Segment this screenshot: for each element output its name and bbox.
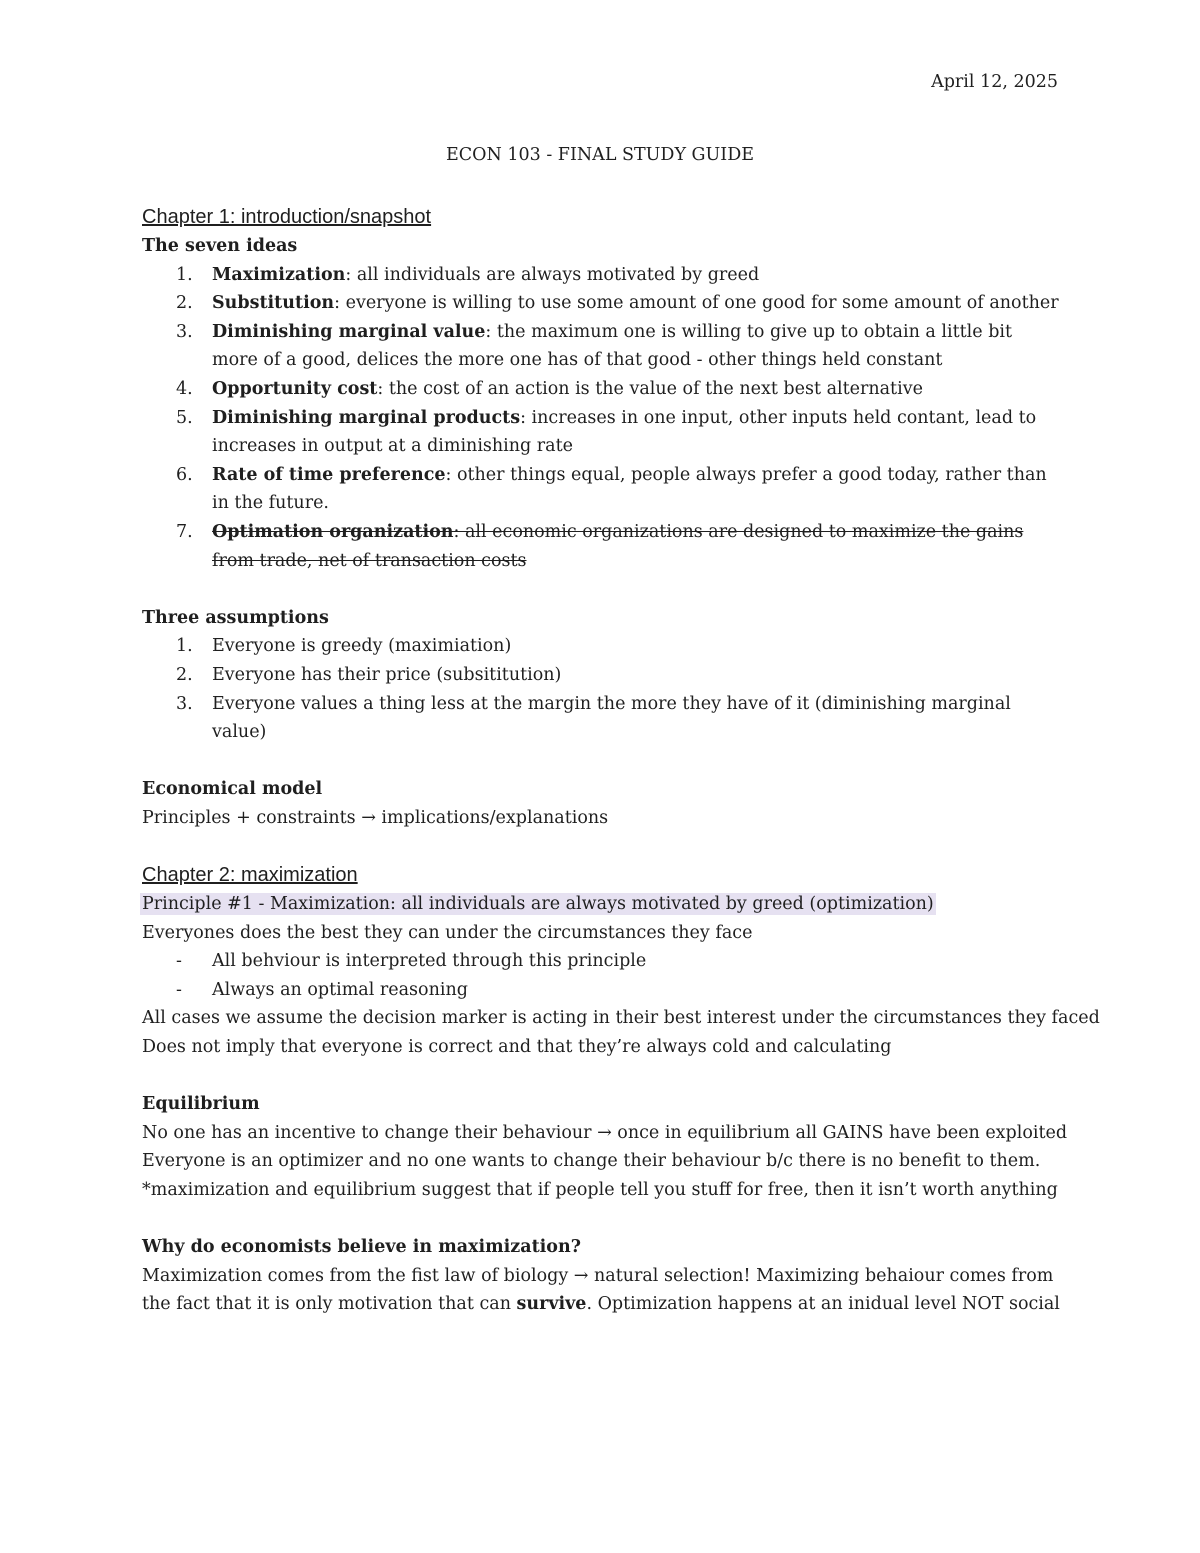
list-number: 1. <box>176 636 193 657</box>
chapter-1-heading: Chapter 1: introduction/snapshot <box>142 206 432 228</box>
paragraph: Does not imply that everyone is correct and that they’re always cold and calculating <box>142 1037 892 1058</box>
document-body <box>142 203 1100 1319</box>
idea-term: Substitution <box>212 293 335 314</box>
assumptions-list <box>142 632 1062 746</box>
assumption-text: Everyone has their price (subsititution) <box>212 664 562 685</box>
document-title: ECON 103 - FINAL STUDY GUIDE <box>445 145 755 165</box>
equilibrium-line: Everyone is an optimizer and no one wants to change their behaviour b/c there is no benefit to them. <box>142 1151 1041 1172</box>
model-heading: Economical model <box>142 779 323 800</box>
list-item <box>142 404 1062 461</box>
list-number: 1. <box>176 264 193 285</box>
list-number: 6. <box>176 464 193 485</box>
idea-text: : the cost of an action is the value of the next best alternative <box>377 378 923 399</box>
why-bold-word: survive <box>516 1294 587 1315</box>
list-item <box>142 318 1062 375</box>
why-text: the fact that it is only motivation that can <box>142 1294 517 1315</box>
bullet-dash: - <box>176 979 182 1000</box>
list-number: 7. <box>176 521 193 542</box>
equilibrium-line: *maximization and equilibrium suggest that if people tell you stuff for free, then it isn’t worth anything <box>142 1180 1058 1200</box>
idea-text: : other things equal, people always prefer a good today, rather than in the future. <box>212 464 1047 514</box>
list-item-struck <box>142 518 1062 575</box>
equilibrium-heading: Equilibrium <box>142 1094 260 1115</box>
seven-ideas-heading: The seven ideas <box>142 236 298 256</box>
list-item <box>142 261 1062 290</box>
bullet-text: Always an optimal reasoning <box>212 979 468 1000</box>
chapter-2-intro: Everyones does the best they can under the circumstances they face <box>142 922 753 943</box>
list-number: 4. <box>176 378 193 399</box>
list-item <box>142 632 1062 661</box>
list-number: 5. <box>176 407 193 428</box>
idea-term: Optimation organization <box>212 521 454 542</box>
idea-text: : increases in one input, other inputs held contant, lead to increases in output at a diminishing rate <box>212 407 1037 457</box>
list-item <box>142 289 1062 318</box>
assumption-text: Everyone values a thing less at the margin the more they have of it (diminishing marginal value) <box>212 693 1011 743</box>
list-item <box>142 947 1062 976</box>
principle-highlight: Principle #1 - Maximization: all individuals are always motivated by greed (optimization) <box>142 894 934 915</box>
idea-term: Opportunity cost <box>212 378 378 399</box>
seven-ideas-list <box>142 261 1062 576</box>
idea-term: Maximization <box>212 264 346 285</box>
idea-term: Diminishing marginal value <box>212 321 486 342</box>
list-number: 2. <box>176 664 193 685</box>
document-date: April 12, 2025 <box>931 72 1058 92</box>
list-item <box>142 375 1062 404</box>
list-number: 3. <box>176 321 193 342</box>
list-item <box>142 661 1062 690</box>
assumption-text: Everyone is greedy (maximiation) <box>212 636 512 657</box>
chapter-2-heading: Chapter 2: maximization <box>142 864 358 887</box>
bullet-text: All behviour is interpreted through this principle <box>212 951 647 972</box>
idea-text: : everyone is willing to use some amount of one good for some amount of another <box>334 293 1059 314</box>
idea-term: Diminishing marginal products <box>212 407 521 428</box>
list-item <box>142 690 1062 747</box>
list-item <box>142 976 1062 1005</box>
list-number: 2. <box>176 293 193 314</box>
why-line-2 <box>142 1290 1062 1319</box>
assumptions-heading: Three assumptions <box>142 607 329 628</box>
equilibrium-line: No one has an incentive to change their behaviour → once in equilibrium all GAINS have been exploited <box>142 1122 1068 1143</box>
idea-text: : the maximum one is willing to give up to obtain a little bit more of a good, delices the more one has of that good - other things held constant <box>212 321 1013 371</box>
idea-term: Rate of time preference <box>212 464 446 485</box>
why-heading: Why do economists believe in maximization? <box>142 1237 581 1258</box>
paragraph: All cases we assume the decision marker is acting in their best interest under the circumstances they faced <box>142 1008 1100 1029</box>
model-text: Principles + constraints → implications/explanations <box>142 807 609 828</box>
idea-text: : all economic organizations are designed to maximize the gains from trade, net of transaction costs <box>212 521 1024 571</box>
why-line-1: Maximization comes from the fist law of biology → natural selection! Maximizing behaiour comes from <box>142 1265 1054 1286</box>
idea-text: : all individuals are always motivated by greed <box>345 264 760 285</box>
bullet-dash: - <box>176 951 182 972</box>
why-text: . Optimization happens at an inidual level NOT social <box>586 1294 1060 1315</box>
list-number: 3. <box>176 693 193 714</box>
list-item <box>142 461 1062 518</box>
principle-bullets <box>142 947 1062 1004</box>
